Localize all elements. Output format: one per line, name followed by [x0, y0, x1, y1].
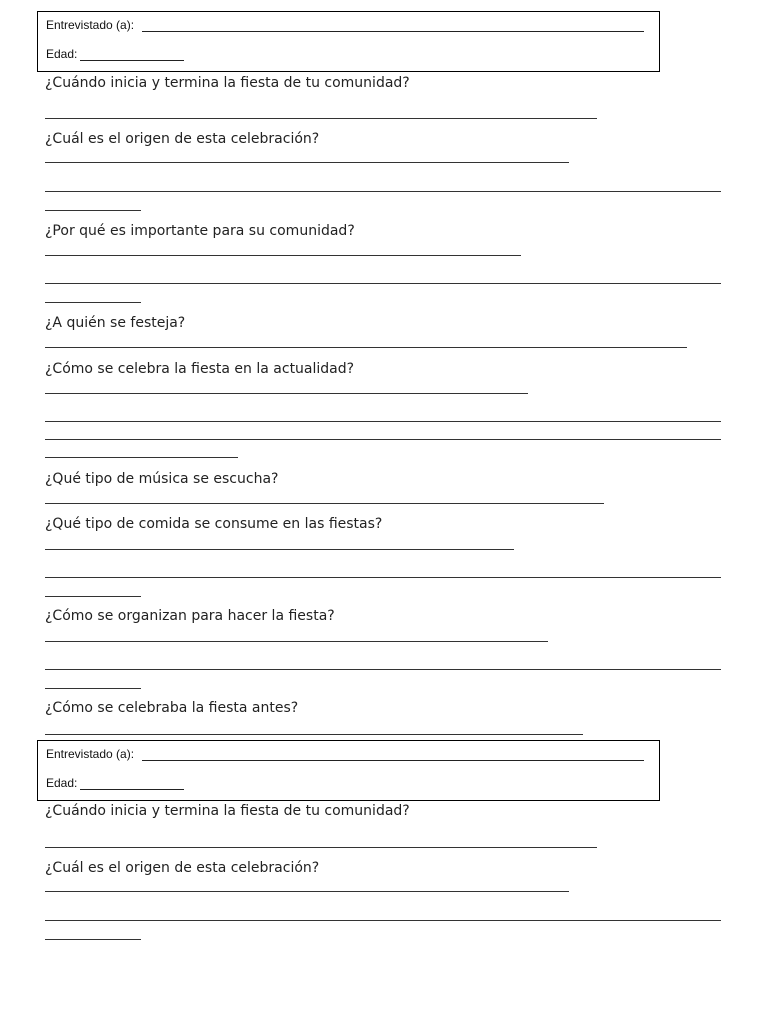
answer-line[interactable] [45, 191, 721, 192]
question-3: ¿Por qué es importante para su comunidad? [45, 223, 355, 239]
interview-header-box [37, 11, 660, 72]
question-2: ¿Cuál es el origen de esta celebración? [45, 131, 320, 147]
answer-line[interactable] [45, 939, 141, 940]
answer-line[interactable] [45, 920, 721, 921]
answer-line[interactable] [45, 596, 141, 597]
age-label: Edad: [46, 776, 78, 790]
age-field[interactable] [80, 60, 184, 61]
answer-line[interactable] [45, 255, 521, 256]
answer-line[interactable] [45, 162, 569, 163]
question-1: ¿Cuándo inicia y termina la fiesta de tu comunidad? [45, 803, 410, 819]
answer-line[interactable] [45, 439, 721, 440]
question-9: ¿Cómo se celebraba la fiesta antes? [45, 700, 299, 716]
question-7: ¿Qué tipo de comida se consume en las fiestas? [45, 516, 383, 532]
answer-line[interactable] [45, 393, 528, 394]
answer-line[interactable] [45, 118, 597, 119]
interview-header-box [37, 740, 660, 801]
answer-line[interactable] [45, 891, 569, 892]
answer-line[interactable] [45, 577, 721, 578]
answer-line[interactable] [45, 283, 721, 284]
interviewee-label: Entrevistado (a): [46, 18, 135, 32]
question-6: ¿Qué tipo de música se escucha? [45, 471, 279, 487]
answer-line[interactable] [45, 503, 604, 504]
question-2: ¿Cuál es el origen de esta celebración? [45, 860, 320, 876]
answer-line[interactable] [45, 847, 597, 848]
interviewee-field[interactable] [142, 760, 644, 761]
answer-line[interactable] [45, 734, 583, 735]
answer-line[interactable] [45, 669, 721, 670]
answer-line[interactable] [45, 421, 721, 422]
answer-line[interactable] [45, 688, 141, 689]
interviewee-label: Entrevistado (a): [46, 747, 135, 761]
answer-line[interactable] [45, 347, 687, 348]
answer-line[interactable] [45, 549, 514, 550]
answer-line[interactable] [45, 641, 548, 642]
age-label: Edad: [46, 47, 78, 61]
answer-line[interactable] [45, 302, 141, 303]
question-1: ¿Cuándo inicia y termina la fiesta de tu comunidad? [45, 75, 410, 91]
question-5: ¿Cómo se celebra la fiesta en la actualidad? [45, 361, 355, 377]
question-8: ¿Cómo se organizan para hacer la fiesta? [45, 608, 335, 624]
age-field[interactable] [80, 789, 184, 790]
answer-line[interactable] [45, 457, 238, 458]
answer-line[interactable] [45, 210, 141, 211]
interviewee-field[interactable] [142, 31, 644, 32]
question-4: ¿A quién se festeja? [45, 315, 186, 331]
